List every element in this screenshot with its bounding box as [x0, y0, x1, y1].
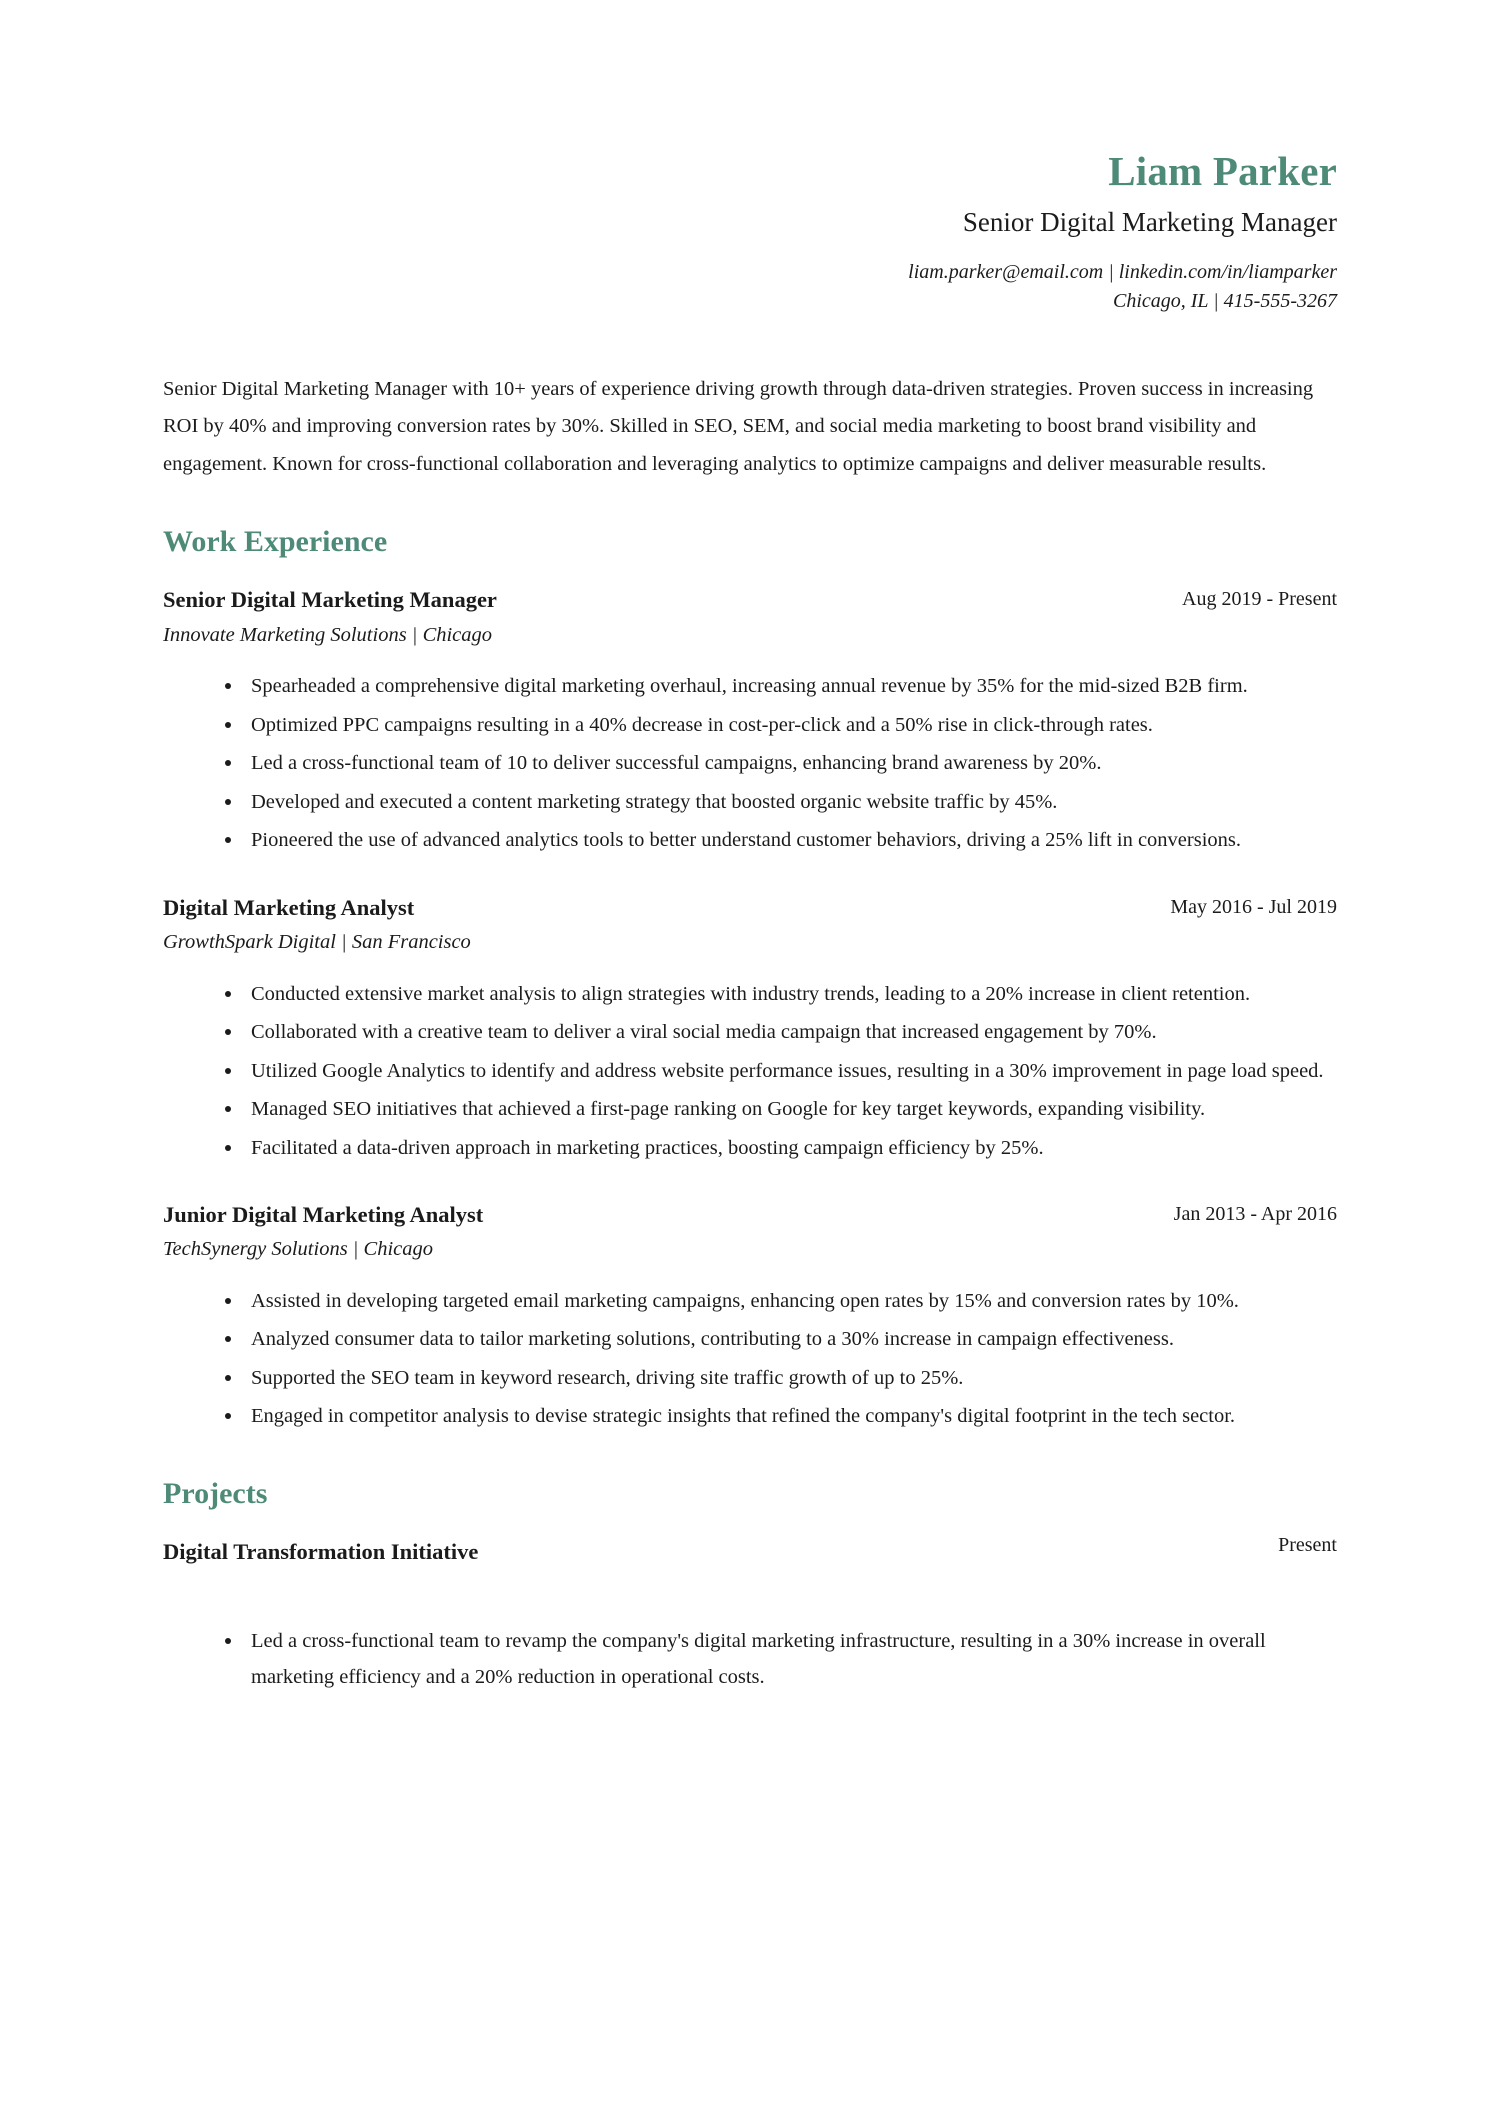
project-date: Present	[1278, 1534, 1337, 1557]
work-entry	[163, 585, 1337, 858]
section-projects	[163, 1477, 1337, 1696]
job-bullet: Spearheaded a comprehensive digital marketing overhaul, increasing annual revenue by 35% for the mid-sized B2B firm.	[221, 668, 1337, 704]
job-title: Junior Digital Marketing Analyst	[163, 1202, 484, 1228]
job-bullet: Optimized PPC campaigns resulting in a 40% decrease in cost-per-click and a 50% rise in click-through rates.	[221, 707, 1337, 743]
job-bullet-list	[163, 1283, 1337, 1435]
contact-line-location-phone: Chicago, IL | 415-555-3267	[1112, 290, 1337, 313]
job-date-range: Aug 2019 - Present	[1182, 588, 1337, 611]
job-company-location: GrowthSpark Digital | San Francisco	[163, 931, 471, 954]
job-bullet: Supported the SEO team in keyword research, driving site traffic growth of up to 25%.	[221, 1360, 1337, 1396]
project-bullet-list	[163, 1623, 1337, 1696]
job-bullet: Utilized Google Analytics to identify and address website performance issues, resulting in a 30% improvement in page load speed.	[221, 1053, 1337, 1089]
job-bullet: Pioneered the use of advanced analytics tools to better understand customer behaviors, driving a 25% lift in conversions.	[221, 822, 1337, 858]
job-bullet-list	[163, 668, 1337, 858]
job-title: Senior Digital Marketing Manager	[163, 587, 497, 613]
job-bullet-list	[163, 976, 1337, 1166]
job-bullet: Developed and executed a content marketing strategy that boosted organic website traffic by 45%.	[221, 784, 1337, 820]
candidate-name: Liam Parker	[1108, 148, 1337, 194]
job-title: Digital Marketing Analyst	[163, 894, 415, 920]
work-entry-header	[163, 893, 1337, 922]
job-bullet: Analyzed consumer data to tailor marketing solutions, contributing to a 30% increase in campaign effectiveness.	[221, 1321, 1337, 1357]
job-date-range: Jan 2013 - Apr 2016	[1173, 1203, 1337, 1226]
candidate-headline: Senior Digital Marketing Manager	[962, 207, 1337, 238]
job-bullet: Collaborated with a creative team to deliver a viral social media campaign that increased engagement by 70%.	[221, 1014, 1337, 1050]
project-entry-header	[163, 1534, 1337, 1566]
resume-body	[0, 371, 1500, 1696]
work-entry-header	[163, 585, 1337, 614]
section-title-projects: Projects	[163, 1476, 268, 1510]
job-bullet: Assisted in developing targeted email marketing campaigns, enhancing open rates by 15% and conversion rates by 10%.	[221, 1283, 1337, 1319]
project-entry	[163, 1534, 1337, 1695]
job-date-range: May 2016 - Jul 2019	[1170, 895, 1337, 918]
professional-summary: Senior Digital Marketing Manager with 10+ years of experience driving growth through data-driven strategies. Proven success in increasing ROI by 40% and improving conversion rates by 30%. Skilled in SEO, SEM, and social media marketing to boost brand visibility and engagement. Known for cross-functional collaboration and leveraging analytics to optimize campaigns and deliver measurable results.	[163, 378, 1314, 475]
work-entry-header	[163, 1200, 1337, 1229]
contact-line-email-linkedin: liam.parker@email.com | linkedin.com/in/liamparker	[908, 261, 1337, 284]
job-bullet: Engaged in competitor analysis to devise strategic insights that refined the company's digital footprint in the tech sector.	[221, 1398, 1337, 1434]
job-company-location: TechSynergy Solutions | Chicago	[163, 1238, 434, 1261]
work-entry	[163, 893, 1337, 1166]
job-bullet: Led a cross-functional team of 10 to deliver successful campaigns, enhancing brand awareness by 20%.	[221, 745, 1337, 781]
job-bullet: Facilitated a data-driven approach in marketing practices, boosting campaign efficiency by 25%.	[221, 1130, 1337, 1166]
section-title-work-experience: Work Experience	[163, 524, 388, 558]
section-work-experience	[163, 525, 1337, 1435]
job-company-location: Innovate Marketing Solutions | Chicago	[163, 623, 493, 646]
job-bullet: Managed SEO initiatives that achieved a first-page ranking on Google for key target keywords, expanding visibility.	[221, 1091, 1337, 1127]
resume-header	[0, 0, 1500, 316]
job-bullet: Conducted extensive market analysis to align strategies with industry trends, leading to a 20% increase in client retention.	[221, 976, 1337, 1012]
project-title: Digital Transformation Initiative	[163, 1539, 479, 1565]
work-entry	[163, 1200, 1337, 1435]
project-bullet: Led a cross-functional team to revamp the company's digital marketing infrastructure, resulting in a 30% increase in overall marketing efficiency and a 20% reduction in operational costs.	[221, 1623, 1337, 1696]
